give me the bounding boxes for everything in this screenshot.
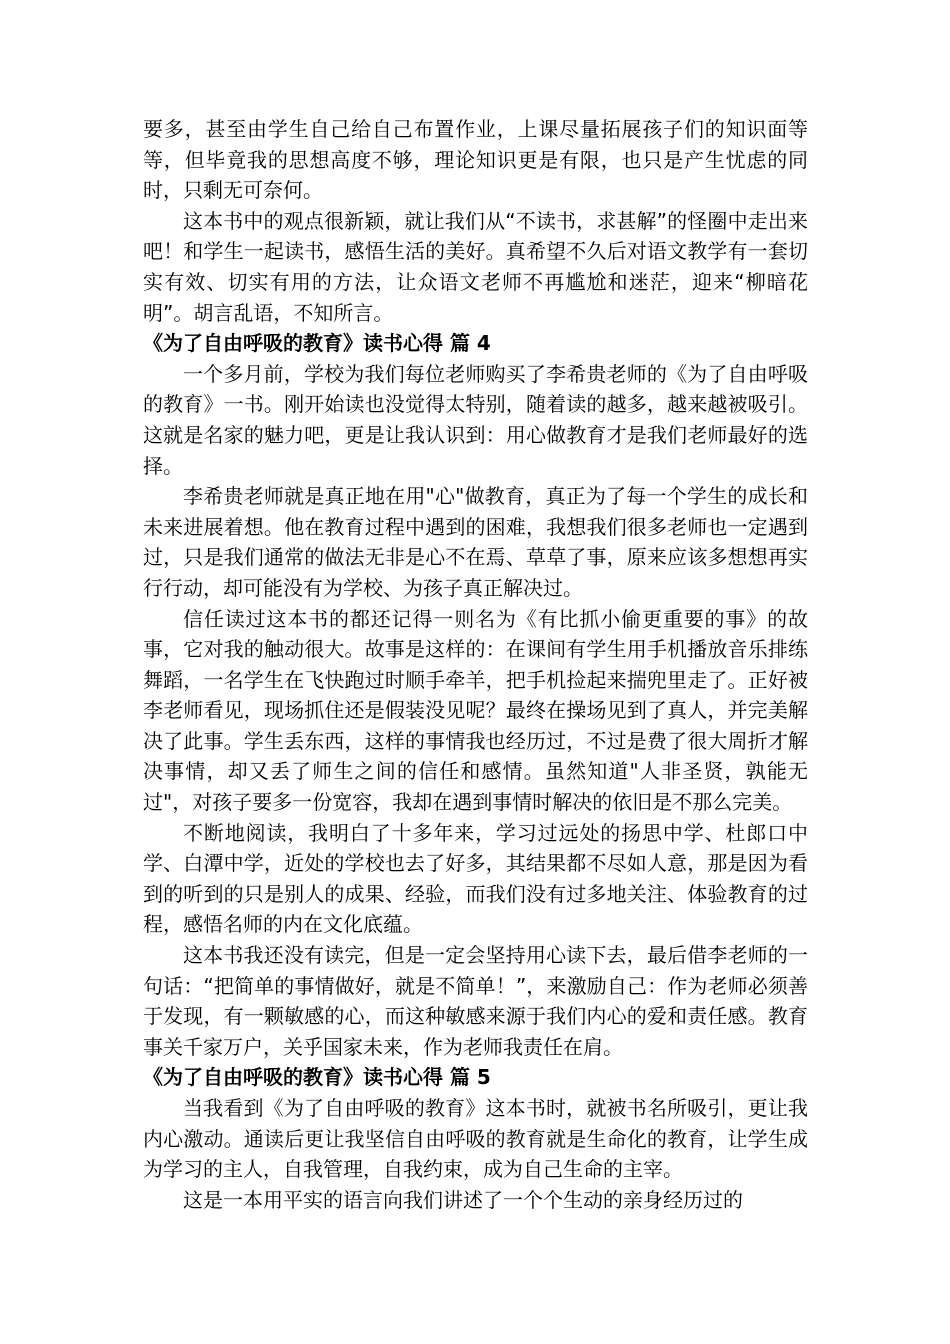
paragraph: 一个多月前，学校为我们每位老师购买了李希贵老师的《为了自由呼吸的教育》一书。刚开始读也没觉得太特别，随着读的越多，越来越被吸引。这就是名家的魅力吧，更是让我认识到：用心做教育才是我们老师最好的选择。 bbox=[143, 361, 808, 478]
paragraph: 李希贵老师就是真正地在用"心"做教育，真正为了每一个学生的成长和未来进展着想。他在教育过程中遇到的困难，我想我们很多老师也一定遇到过，只是我们通常的做法无非是心不在焉、草草了事，原来应该多想想再实行行动，却可能没有为学校、为孩子真正解决过。 bbox=[143, 484, 808, 600]
paragraph: 这本书中的观点很新颖，就让我们从“不读书，求甚解”的怪圈中走出来吧！和学生一起读书，感悟生活的美好。真希望不久后对语文教学有一套切实有效、切实有用的方法，让众语文老师不再尴尬和迷茫，迎来“柳暗花明”。胡言乱语，不知所言。 bbox=[143, 208, 808, 325]
paragraph: 当我看到《为了自由呼吸的教育》这本书时，就被书名所吸引，更让我内心激动。通读后更让我坚信自由呼吸的教育就是生命化的教育，让学生成为学习的主人，自我管理，自我约束，成为自己生命的主宰。 bbox=[143, 1096, 808, 1182]
paragraph: 信任读过这本书的都还记得一则名为《有比抓小偷更重要的事》的故事，它对我的触动很大。故事是这样的：在课间有学生用手机播放音乐排练舞蹈，一名学生在飞快跑过时顺手牵羊，把手机捡起来揣兜里走了。正好被李老师看见，现场抓住还是假装没见呢？最终在操场见到了真人，并完美解决了此事。学生丢东西，这样的事情我也经历过，不过是费了很大周折才解决事情，却又丢了师生之间的信任和感情。虽然知道"人非圣贤，孰能无过"，对孩子要多一份宽容，我却在遇到事情时解决的依旧是不那么完美。 bbox=[143, 606, 808, 815]
section-heading-5: 《为了自由呼吸的教育》读书心得 篇 5 bbox=[143, 1065, 491, 1090]
document-page bbox=[143, 114, 808, 1215]
paragraph: 这本书我还没有读完，但是一定会坚持用心读下去，最后借李老师的一句话：“把简单的事情做好，就是不简单！”，来激励自己：作为老师必须善于发现，有一颗敏感的心，而这种敏感来源于我们内心的爱和责任感。教育事关千家万户，关乎国家未来，作为老师我责任在肩。 bbox=[143, 943, 808, 1059]
paragraph-continued: 要多，甚至由学生自己给自己布置作业，上课尽量拓展孩子们的知识面等等，但毕竟我的思想高度不够，理论知识更是有限，也只是产生忧虑的同时，只剩无可奈何。 bbox=[143, 117, 808, 203]
section-heading-4: 《为了自由呼吸的教育》读书心得 篇 4 bbox=[143, 331, 491, 356]
paragraph: 不断地阅读，我明白了十多年来，学习过远处的扬思中学、杜郎口中学、白潭中学，近处的学校也去了好多，其结果都不尽如人意，那是因为看到的听到的只是别人的成果、经验，而我们没有过多地关注、体验教育的过程，感悟名师的内在文化底蕴。 bbox=[143, 820, 808, 937]
paragraph-truncated: 这是一本用平实的语言向我们讲述了一个个生动的亲身经历过的 bbox=[183, 1187, 743, 1212]
